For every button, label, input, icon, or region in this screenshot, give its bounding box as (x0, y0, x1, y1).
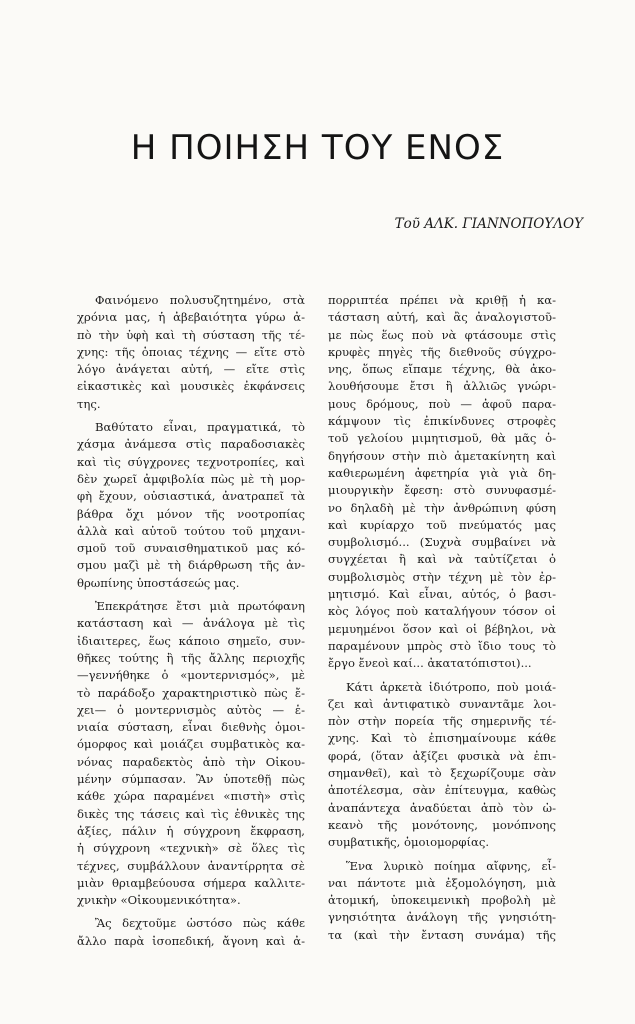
text-line: με πὼς ἕως ποὺ νὰ φτάσουμε στὶς (328, 327, 556, 342)
text-line: γνησιότητα ἀνάλογη τῆς γνησιότη- (328, 910, 556, 925)
text-line: κρυφὲς πηγὲς τῆς διεθνοῦς σύγχρο- (328, 344, 556, 359)
text-line: θρωπίνης ὑποστάσεώς μας. (77, 575, 240, 590)
text-line: χει— ὁ μοντερνισμὸς αὐτὸς — ἑ- (77, 702, 305, 717)
article-author: Τοῦ ΑΛΚ. ΓΙΑΝΝΟΠΟΥΛΟΥ (394, 216, 583, 232)
text-line: νόνας παραδεκτὸς ἀπὸ τὴν Οἰκου- (77, 754, 305, 769)
text-line: νιαία σύσταση, εἶναι διεθνὴς ὁμοι- (77, 720, 305, 735)
text-line: φὴ ἔχουν, οὐσιαστικά, ἀνατραπεῖ τὰ (77, 489, 305, 504)
text-line: ἀλλὰ καὶ αὐτοῦ τούτου τοῦ μηχανι- (77, 523, 305, 538)
text-line: συγχέεται ἢ καὶ νὰ ταὐτίζεται ὁ (328, 552, 556, 567)
text-line: Ἕνα λυρικὸ ποίημα αἴφνης, εἶ- (346, 858, 556, 873)
text-line: εἰκαστικὲς καὶ μουσικὲς ἐκφάνσεις (77, 379, 305, 394)
text-line: ἄλλο παρὰ ἰσοπεδική, ἄγονη καὶ ἀ- (77, 933, 305, 948)
text-line: ἰδιαιτερες, ἕως κάποιο σημεῖο, συν- (77, 633, 305, 648)
text-line: δηγήσουν στὴν πιὸ ἀμετακίνητη καὶ (328, 448, 556, 463)
text-line: ἀναπάντεχα ἀναδύεται ἀπὸ τὸν ὠ- (328, 800, 556, 815)
text-line: πὸ τὴν ὑφὴ καὶ τὴ σύσταση τῆς τέ- (77, 327, 305, 342)
text-line: κὸς λόγος ποὺ καταλήγουν τόσον οἱ (328, 604, 556, 619)
text-line: ζει καὶ ἀντιφατικὸ συναντᾶμε λοι- (328, 696, 556, 711)
text-line: βάθρα ὄχι μόνον τῆς νοοτροπίας (77, 506, 305, 521)
text-line: νης, ὅπως εἴπαμε τέχνης, θὰ ἀκο- (328, 362, 556, 377)
text-line: ἀποτέλεσμα, σὰν ἐπίτευγμα, καθὼς (328, 783, 556, 798)
text-line: χρόνια μας, ἡ ἀβεβαιότητα γύρω ἀ- (77, 310, 305, 325)
text-line: χάσμα ἀνάμεσα στὶς παραδοσιακὲς (77, 437, 305, 452)
text-line: μεμυημένοι ὅσον καὶ οἱ βέβηλοι, νὰ (328, 621, 556, 636)
text-line: κάμψουν τὶς ἐπικίνδυνες στροφὲς (328, 414, 556, 429)
text-line: μιὰν θριαμβεύουσα σήμερα καλλιτε- (77, 875, 305, 890)
text-line: Ἐπεκράτησε ἔτσι μιὰ πρωτόφανη (95, 599, 305, 614)
text-line: τοῦ γελοίου μιμητισμοῦ, θὰ μᾶς ὁ- (328, 431, 556, 446)
text-line: ναι πάντοτε μιὰ ἐξομολόγηση, μιὰ (328, 875, 556, 890)
text-line: πορριπτέα πρέπει νὰ κριθῇ ἡ κα- (328, 293, 556, 307)
text-line: θῆκες τούτης ἢ τῆς ἄλλης περιοχῆς (77, 650, 305, 665)
text-line: νο δηλαδὴ μὲ τὴν ἀνθρώπινη φύση (328, 500, 556, 515)
text-line: Φαινόμενο πολυσυζητημένο, στὰ (95, 293, 305, 307)
text-line: Βαθύτατο εἶναι, πραγματικά, τὸ (95, 420, 305, 435)
text-line: χνης: τῆς ὁποιας τέχνης — εἴτε στὸ (77, 344, 305, 359)
text-line: μιουργικὴν ἔφεση: στὸ συνυφασμέ- (328, 483, 556, 498)
text-line: σμου μαζὶ μὲ τὴ διάρθρωση τῆς ἀν- (77, 558, 305, 573)
left-column (77, 292, 305, 950)
text-line: της. (77, 396, 101, 411)
text-line: κάθε χώρα παραμένει «πιστὴ» στὶς (77, 789, 305, 804)
text-line: φορά, (ὅταν ἀξίζει φυσικὰ νὰ ἐπι- (328, 748, 556, 763)
text-line: τέχνες, συμβάλλουν ἀναντίρρητα σὲ (77, 858, 305, 873)
text-line: ἀτομική, ὑποκειμενικὴ προβολὴ μὲ (328, 893, 556, 908)
text-line: μους δρόμους, ποὺ — ἀφοῦ παρα- (328, 396, 556, 411)
text-line: μένην σύμπασαν. Ἂν ὑποτεθῇ πὼς (77, 772, 305, 787)
text-line: μητισμό. Καὶ εἶναι, αὐτός, ὁ βασι- (328, 587, 556, 602)
paragraph (77, 598, 305, 909)
text-line: τάσταση αὐτή, καὶ ἂς ἀναλογιστοῦ- (328, 310, 556, 325)
text-line: ἡ σύγχρονη «τεχνικὴ» σὲ ὅλες τὶς (77, 841, 305, 856)
text-line: λουθήσουμε ἔτσι ἢ ἀλλιῶς γνώρι- (328, 379, 556, 394)
text-line: ἀξίες, πάλιν ἡ σύγχρονη ἔκφραση, (77, 823, 305, 838)
paragraph (328, 292, 556, 673)
text-line: καθιερωμένη ἀφετηρία γιὰ γιὰ δη- (328, 465, 556, 480)
text-line: καὶ τὶς σύγχρονες τεχνοτροπίες, καὶ (77, 454, 305, 469)
text-line: πὸν στὴν πορεία τῆς σημερινῆς τέ- (328, 714, 556, 729)
text-line: χνικὴν «Οἰκουμενικότητα». (77, 893, 241, 908)
article-title: Η ΠΟΙΗΣΗ ΤΟΥ ΕΝΟΣ (130, 128, 505, 168)
text-line: —γεννήθηκε ὁ «μοντερνισμός», μὲ (77, 668, 305, 683)
text-line: σημανθεῖ), καὶ τὸ ξεχωρίζουμε σὰν (328, 766, 556, 781)
text-line: όμορφος καὶ μοιάζει συμβατικὸς κα- (77, 737, 305, 752)
text-line: δὲν χωρεῖ ἀμφιβολία πὼς μὲ τὴ μορ- (77, 471, 305, 486)
right-column (328, 292, 556, 944)
text-line: συμβολισμό... (Συχνὰ συμβαίνει νὰ (328, 535, 556, 550)
text-line: χνης. Καὶ τὸ ἐπισημαίνουμε κάθε (328, 731, 556, 746)
paragraph (328, 679, 556, 852)
text-line: παραμένουν μπρὸς στὸ ἴδιο τους τὸ (328, 638, 556, 653)
text-line: σμοῦ τοῦ συναισθηματικοῦ μας κό- (77, 541, 305, 556)
text-line: δικὲς της τάσεις καὶ τὶς ἐθνικὲς της (77, 806, 305, 821)
text-line: λόγο ἀνάγεται αὐτή, — εἴτε στὶς (77, 362, 305, 377)
text-line: κεανὸ τῆς μονότονης, μονόπνοης (328, 817, 556, 832)
paragraph (328, 858, 556, 944)
paragraph (77, 292, 305, 413)
text-line: ἔργο ἔνεοὶ καί... ἀκατατόπιστοι)... (328, 656, 532, 671)
paragraph (77, 419, 305, 592)
text-line: καὶ κυρίαρχο τοῦ πνεύματός μας (328, 517, 556, 532)
text-line: συμβολισμὸς στὴν τέχνη μὲ τὸν ἐρ- (328, 569, 556, 584)
text-line: τὸ παράδοξο χαρακτηριστικὸ πὼς ἔ- (77, 685, 305, 700)
paragraph (77, 915, 305, 950)
text-line: τα (καὶ τὴν ἔνταση συνάμα) τῆς (328, 927, 556, 942)
text-line: Κάτι ἀρκετὰ ἰδιότροπο, ποὺ μοιά- (346, 679, 556, 694)
text-line: κατάσταση καὶ — ἀνάλογα μὲ τὶς (77, 616, 305, 631)
text-line: συμβατικῆς, ὁμοιομορφίας. (328, 835, 490, 850)
text-line: Ἂς δεχτοῦμε ὡστόσο πὼς κάθε (95, 916, 305, 931)
